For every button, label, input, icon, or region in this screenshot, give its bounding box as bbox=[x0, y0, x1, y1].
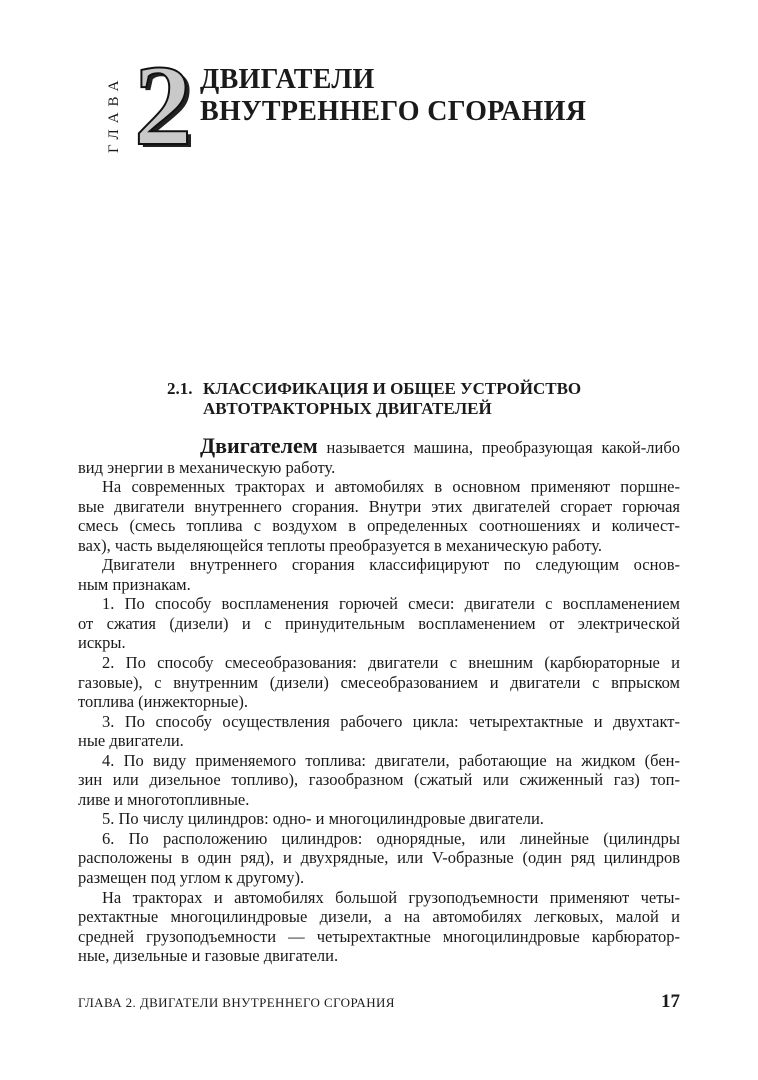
chapter-title-line: ДВИГАТЕЛИ bbox=[200, 64, 375, 95]
page-footer bbox=[78, 991, 680, 1013]
text-line: от сжатия (дизели) и с принудительным воспламенением от электрической bbox=[78, 613, 680, 633]
body-text bbox=[78, 433, 680, 966]
text-line: размещен под углом к другому). bbox=[78, 868, 305, 888]
chapter-title bbox=[200, 64, 586, 128]
text-line: ные двигатели. bbox=[78, 731, 184, 751]
text-line: газовые), с внутренним (дизели) смесеобразованием и двигатели с впрыском bbox=[78, 672, 680, 692]
chapter-title-line: ВНУТРЕННЕГО СГОРАНИЯ bbox=[200, 96, 587, 127]
section-heading bbox=[167, 379, 581, 419]
text-line: 1. По способу воспламенения горючей смеси: двигатели с воспламенением bbox=[102, 594, 680, 614]
text-line: 5. По числу цилиндров: одно- и многоцилиндровые двигатели. bbox=[102, 809, 544, 829]
text-line: На современных тракторах и автомобилях в основном применяют поршне- bbox=[102, 477, 680, 497]
text-line bbox=[78, 433, 680, 458]
text-line: искры. bbox=[78, 633, 126, 653]
text-line: зин или дизельное топливо), газообразном (сжатый или сжиженный газ) топ- bbox=[78, 770, 680, 790]
chapter-number: 2 bbox=[134, 42, 192, 170]
text-line: 2. По способу смесеобразования: двигатели с внешним (карбюраторные и bbox=[102, 653, 680, 673]
text-line: На тракторах и автомобилях большой грузоподъемности применяют четы- bbox=[102, 887, 680, 907]
section-title-line: АВТОТРАКТОРНЫХ ДВИГАТЕЛЕЙ bbox=[203, 399, 492, 418]
section-title-line: КЛАССИФИКАЦИЯ И ОБЩЕЕ УСТРОЙСТВО bbox=[203, 379, 582, 398]
text-line: расположены в один ряд), и двухрядные, или V-образные (один ряд цилиндров bbox=[78, 848, 680, 868]
text-line: 4. По виду применяемого топлива: двигатели, работающие на жидком (бен- bbox=[102, 750, 680, 770]
lead-rest: называется машина, преобразующая какой-либо bbox=[317, 438, 680, 457]
text-line: вые двигатели внутреннего сгорания. Внутри этих двигателей сгорает горючая bbox=[78, 496, 680, 516]
running-head: ГЛАВА 2. ДВИГАТЕЛИ ВНУТРЕННЕГО СГОРАНИЯ bbox=[78, 995, 395, 1010]
text-line: ные, дизельные и газовые двигатели. bbox=[78, 946, 339, 966]
text-line: ливе и многотопливные. bbox=[78, 789, 250, 809]
text-line: вид энергии в механическую работу. bbox=[78, 457, 336, 477]
text-line: средней грузоподъемности — четырехтактные многоцилиндровые карбюратор- bbox=[78, 926, 680, 946]
text-line: 3. По способу осуществления рабочего цикла: четырехтактные и двухтакт- bbox=[102, 711, 680, 731]
lead-term: Двигателем bbox=[200, 433, 318, 458]
page-number: 17 bbox=[661, 991, 680, 1012]
text-line: топлива (инжекторные). bbox=[78, 692, 248, 712]
text-line: 6. По расположению цилиндров: однорядные, или линейные (цилиндры bbox=[102, 828, 680, 848]
section-number: 2.1. bbox=[167, 379, 193, 398]
chapter-label: ГЛАВА bbox=[106, 74, 122, 154]
text-line: рехтактные многоцилиндровые дизели, а на автомобилях легковых, малой и bbox=[78, 907, 680, 927]
text-line: ным признакам. bbox=[78, 574, 191, 594]
text-line: Двигатели внутреннего сгорания классифицируют по следующим основ- bbox=[102, 555, 680, 575]
text-line: вах), часть выделяющейся теплоты преобразуется в механическую работу. bbox=[78, 535, 603, 555]
text-line: смесь (смесь топлива с воздухом в определенных соотношениях и количест- bbox=[78, 516, 680, 536]
